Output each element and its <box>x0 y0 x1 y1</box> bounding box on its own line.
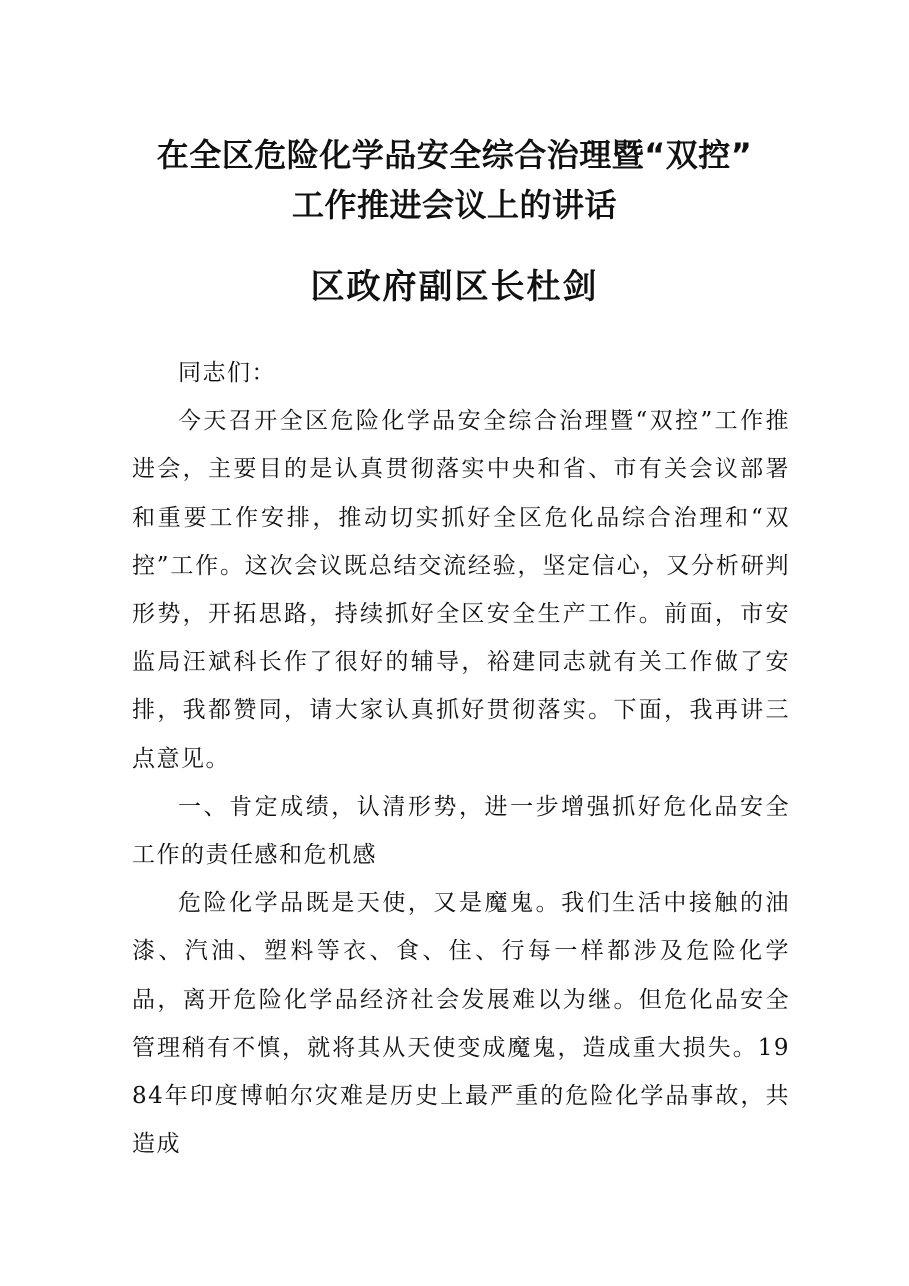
salutation: 同志们： <box>178 360 276 386</box>
paragraph-intro: 今天召开全区危险化学品安全综合治理暨“双控”工作推进会，主要目的是认真贯彻落实中央和省、市有关会议部署和重要工作安排，推动切实抓好全区危化品综合治理和“双控”工作。这次会议既总结交流经验，坚定信心，又分析研判形势，开拓思路，持续抓好全区安全生产工作。前面，市安监局汪斌科长作了很好的辅导，裕建同志就有关工作做了安排，我都赞同，请大家认真抓好贯彻落实。下面，我再讲三点意见。 <box>132 408 790 772</box>
speech-body <box>132 349 790 1168</box>
section-heading-1: 一、肯定成绩，认清形势，进一步增强抓好危化品安全工作的责任感和危机感 <box>132 793 790 869</box>
paragraph-body: 危险化学品既是天使，又是魔鬼。我们生活中接触的油漆、汽油、塑料等衣、食、住、行每一样都涉及危险化学品，离开危险化学品经济社会发展难以为继。但危化品安全管理稍有不慎，就将其从天使变成魔鬼，造成重大损失。1984年印度博帕尔灾难是历史上最严重的危险化学品事故，共造成 <box>132 890 790 1158</box>
title-line-1: 在全区危险化学品安全综合治理暨“双控” <box>156 136 753 174</box>
title-line-2: 工作推进会议上的讲话 <box>291 186 617 224</box>
document-title <box>0 130 909 230</box>
speaker-byline: 区政府副区长杜剑 <box>310 267 599 307</box>
